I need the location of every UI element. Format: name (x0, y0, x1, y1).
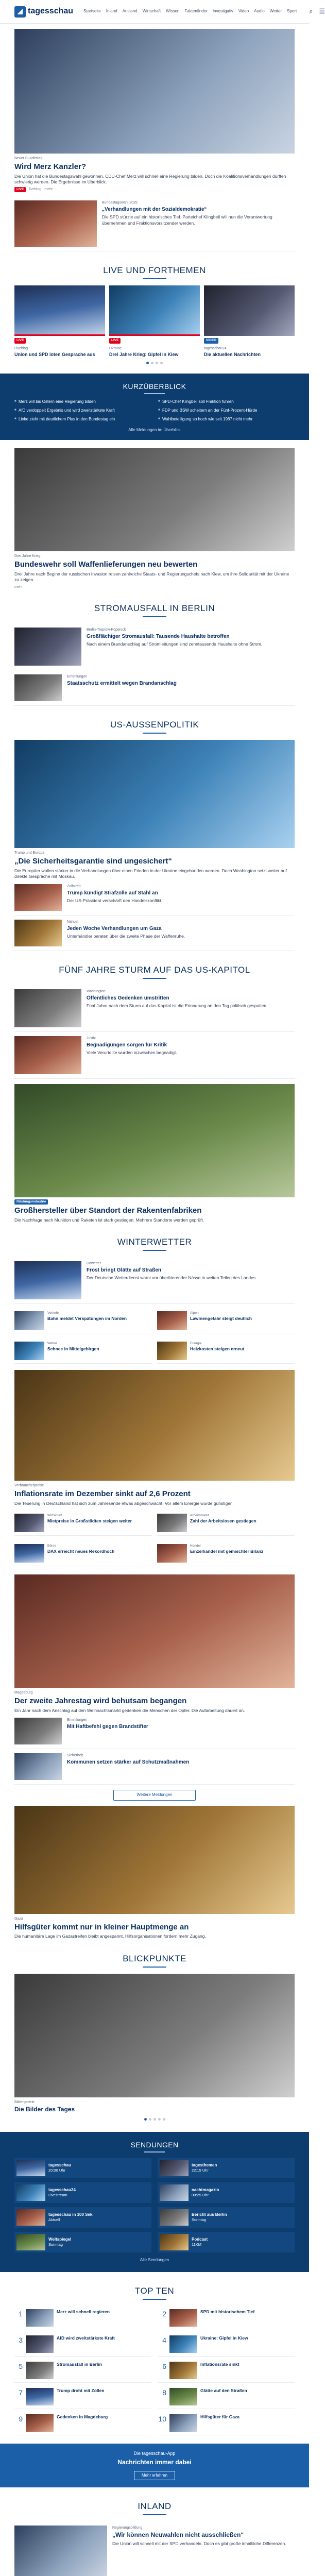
list-item[interactable]: Zollstreit Trump kündigt Strafzölle auf Stahl an Der US-Präsident verschärft den Handelskonflikt. (14, 880, 295, 916)
sendungen-box (0, 2132, 309, 2273)
article-image (14, 740, 295, 848)
show-card[interactable]: tagesthemen 22:15 Uhr (158, 2158, 295, 2178)
list-item[interactable]: Wirtschaft Mietpreise in Großstädten steigen weiter (14, 1511, 152, 1536)
article-image (14, 1806, 295, 1914)
show-card[interactable]: nachtmagazin 00:25 Uhr (158, 2182, 295, 2203)
carousel-card[interactable]: VIDEO tagesschau24 Die aktuellen Nachrichten (204, 285, 295, 358)
lead-headline[interactable]: Wird Merz Kanzler? (14, 162, 87, 172)
list-item[interactable]: 9 Gedenken in Magdeburg (14, 2411, 151, 2435)
article-thumbnail (14, 884, 62, 911)
list-item[interactable]: Energie Heizkosten steigen erneut (157, 1338, 295, 1364)
list-item[interactable]: 4 Ukraine: Gipfel in Kiew (158, 2332, 295, 2357)
section-title-blick: BLICKPUNKTE (14, 1953, 295, 1968)
article-thumbnail (14, 1261, 81, 1299)
nav-item[interactable]: Faktenfinder (184, 9, 208, 14)
list-item[interactable]: Justiz Begnadigungen sorgen für Kritik Viele Verurteilte wurden inzwischen begnadigt. (14, 1032, 295, 1079)
live-carousel (14, 285, 295, 358)
list-item[interactable]: ■ Merz will bis Ostern eine Regierung bilden (14, 399, 151, 405)
lead-teaser: Die Union hat die Bundestagswahl gewonnen, CDU-Chef Merz will schnell eine Regierung bilden. Doch die Koalitionsverhandlungen dürften schwierig werden. Die Ergebnisse im Überblick. (14, 173, 286, 185)
kurzueberblick-box (0, 374, 309, 440)
gaza-article[interactable]: Gaza Hilfsgüter kommt nur in kleiner Hauptmenge an Die humanitäre Lage im Gazastreifen bleibt angespannt. Hilfsorganisationen fordern mehr Zugang. (14, 1806, 295, 1940)
show-card[interactable]: Weltspiegel Sonntag (14, 2232, 151, 2252)
section-title-kapitol: FÜNF JAHRE STURM AUF DAS US-KAPITOL (14, 964, 295, 979)
kurzueberblick-list (14, 399, 295, 422)
nav-item[interactable]: Ausland (122, 9, 138, 14)
lead-image (14, 29, 295, 154)
app-promo: Die tagesschau-App Nachrichten immer dabei Mehr erfahren (0, 2444, 309, 2487)
nav-item[interactable]: Startseite (83, 9, 101, 14)
list-item[interactable]: Alpen Lawinengefahr steigt deutlich (157, 1308, 295, 1333)
list-item[interactable]: Washington Öffentliches Gedenken umstritten Fünf Jahre nach dem Sturm auf das Kapitol ist die Erinnerung an den Tag politisch gespalten. (14, 985, 295, 1032)
list-item[interactable]: 5 Stromausfall in Berlin (14, 2359, 151, 2383)
nav-item[interactable]: Video (238, 9, 249, 14)
list-item[interactable]: 6 Inflationsrate sinkt (158, 2359, 295, 2383)
article-thumbnail (14, 1036, 81, 1074)
list-item[interactable]: ■ AfD verdoppelt Ergebnis und wird zweitstärkste Kraft (14, 408, 151, 414)
mini-grid (14, 1308, 295, 1364)
carousel-card[interactable]: LIVE Liveblog Union und SPD loten Gespräche aus (14, 285, 105, 358)
show-card[interactable]: Podcast 11KM (158, 2232, 295, 2252)
list-item[interactable]: ■ FDP und BSW scheitern an der Fünf-Prozent-Hürde (158, 408, 295, 414)
lead-article[interactable]: Regierungsbildung „Wir können Neuwahlen nicht ausschließen“ Die Union will schnell mit der SPD verhandeln. Doch es gibt große inhaltliche Differenzen. (14, 2521, 295, 2576)
article-thumbnail (14, 1753, 62, 1780)
article-thumbnail (14, 920, 62, 946)
nav-item[interactable]: Audio (254, 9, 265, 14)
kurzueberblick-title: KURZÜBERBLICK (14, 382, 295, 394)
list-item[interactable]: ■ SPD-Chef Klingbeil soll Fraktion führen (158, 399, 295, 405)
sendungen-link[interactable]: Alle Sendungen (140, 2257, 169, 2262)
list-item[interactable]: 10 Hilfsgüter für Gaza (158, 2411, 295, 2435)
lead-article[interactable] (14, 29, 295, 192)
list-item[interactable]: 1 Merz will schnell regieren (14, 2306, 151, 2330)
article-thumbnail (14, 2526, 107, 2576)
list-item[interactable]: 7 Trump droht mit Zöllen (14, 2385, 151, 2409)
site-header (0, 0, 325, 24)
lead-topline: Neuer Bundestag (14, 157, 43, 160)
kurzueberblick-link[interactable]: Alle Meldungen im Überblick (128, 427, 181, 432)
ukraine-article[interactable]: Drei Jahre Krieg Bundeswehr soll Waffenlieferungen neu bewerten Drei Jahre nach Beginn der russischen Invasion reisen zahlreiche Staats- und Regierungschefs nach Kiew, um ihre Solidarität mit der Ukraine zu zeigen. mehr (14, 448, 295, 589)
category-badge: Rüstungsindustrie (14, 1199, 48, 1205)
article-thumbnail (14, 200, 97, 247)
us-lead-article[interactable]: Trump und Europa „Die Sicherheitsgarantie sind ungesichert“ Die Europäer wollen stärker in die Verhandlungen über einen Frieden in der Ukraine eingebunden werden. Doch Washington setzt weiter auf direkte Gespräche mit Moskau. (14, 740, 295, 880)
topten-list (14, 2306, 295, 2435)
section-title-winter: WINTERWETTER (14, 1236, 295, 1251)
card-image (204, 285, 295, 336)
gallery-image (14, 1974, 295, 2097)
more-button[interactable]: Weitere Meldungen (113, 1790, 196, 1800)
promo-button[interactable]: Mehr erfahren (134, 2471, 175, 2480)
logo-text: tagesschau (28, 7, 74, 16)
list-item[interactable]: ■ Linke zieht mit deutlichem Plus in den Bundestag ein (14, 417, 151, 422)
carousel-dots[interactable] (14, 362, 295, 364)
article-thumbnail (14, 989, 81, 1027)
list-item[interactable]: Berlin-Treptow-Köpenick Großflächiger Stromausfall: Tausende Haushalte betroffen Nach einem Brandanschlag auf Stromleitungen sind zehntausende Haushalte ohne Strom. (14, 623, 295, 670)
article-image (14, 448, 295, 551)
list-item[interactable]: Wetter Schnee in Mittelgebirgen (14, 1338, 152, 1364)
sendungen-grid (14, 2158, 295, 2252)
article-thumbnail (14, 628, 81, 666)
nav-item[interactable]: Wissen (166, 9, 180, 14)
list-item[interactable]: 8 Glätte auf den Straßen (158, 2385, 295, 2409)
article-thumbnail (14, 1718, 62, 1744)
section-title-inland: INLAND (14, 2501, 295, 2515)
article-headline[interactable]: „Verhandlungen mit der Sozialdemokratie“ (102, 207, 207, 213)
list-item[interactable]: Unwetter Frost bringt Glätte auf Straßen Der Deutsche Wetterdienst warnt vor überfrierender Nässe in weiten Teilen des Landes. (14, 1257, 295, 1304)
section-title-topten: TOP TEN (14, 2285, 295, 2300)
menu-icon[interactable]: ☰ (319, 7, 325, 15)
list-item[interactable]: 3 AfD wird zweitstärkste Kraft (14, 2332, 151, 2357)
feature-article[interactable]: Verbraucherpreise Inflationsrate im Dezember sinkt auf 2,6 Prozent Die Teuerung in Deutschland hat sich zum Jahresende etwas abgeschwächt. Vor allem Energie wurde günstiger. (14, 1370, 295, 1506)
show-card[interactable]: tagesschau24 Livestream (14, 2182, 151, 2203)
logo[interactable] (14, 6, 73, 18)
lead-sub-article[interactable]: Bundestagswahl 2025 „Verhandlungen mit der Sozialdemokratie“ Die SPD stürzte auf ein historisches Tief. Parteichef Klingbeil will nun die Verantwortung übernehmen und Fraktionsvorsitzender werden. (14, 196, 295, 251)
list-item[interactable]: Arbeitsmarkt Zahl der Arbeitslosen gestiegen (157, 1511, 295, 1536)
logo-icon: ◢ (14, 6, 26, 18)
list-item[interactable]: ■ Wahlbeteiligung so hoch wie seit 1987 nicht mehr (158, 417, 295, 422)
list-item[interactable]: Verkehr Bahn meldet Verspätungen im Norden (14, 1308, 152, 1333)
section-title-live: LIVE UND FORTHEMEN (14, 265, 295, 279)
list-item[interactable]: Sicherheit Kommunen setzen stärker auf Schutzmaßnahmen (14, 1749, 295, 1785)
carousel-card[interactable]: LIVE Ukraine Drei Jahre Krieg: Gipfel in Kiew (109, 285, 200, 358)
live-badge: LIVE (14, 187, 26, 192)
mini-grid (14, 1511, 295, 1566)
show-card[interactable]: tagesschau 20:00 Uhr (14, 2158, 151, 2178)
nav-item[interactable]: Inland (106, 9, 117, 14)
section-title-strom: STROMAUSFALL IN BERLIN (14, 603, 295, 617)
article-image (14, 1370, 295, 1481)
article-image (14, 1084, 295, 1197)
search-icon[interactable]: ⌕ (309, 7, 313, 15)
section-title-us: US-AUSSENPOLITIK (14, 719, 295, 734)
nav-item[interactable]: Wetter (269, 9, 282, 14)
card-image (14, 285, 105, 336)
list-item[interactable]: Ermittlungen Mit Haftbefehl gegen Brandstifter (14, 1714, 295, 1749)
nav-item[interactable]: Investigativ (212, 9, 233, 14)
show-card[interactable]: tagesschau in 100 Sek. Aktuell (14, 2207, 151, 2228)
list-item[interactable]: Handel Einzelhandel mit gemischter Bilanz (157, 1541, 295, 1566)
carousel-dots[interactable] (14, 2118, 295, 2121)
magdeburg-article[interactable]: Magdeburg Der zweite Jahrestag wird behutsam begangen Ein Jahr nach dem Anschlag auf den Weihnachtsmarkt gedenken die Menschen der Opfer. Die Aufarbeitung dauert an. (14, 1574, 295, 1714)
sendungen-title: SENDUNGEN (14, 2140, 295, 2153)
list-item[interactable]: Nahost Jeden Woche Verhandlungen um Gaza Unterhändler beraten über die zweite Phase der Waffenruhe. (14, 916, 295, 951)
list-item[interactable]: Börse DAX erreicht neues Rekordhoch (14, 1541, 152, 1566)
article-thumbnail (14, 674, 62, 701)
main-nav (83, 9, 297, 14)
list-item[interactable]: 2 SPD mit historischem Tief (158, 2306, 295, 2330)
show-card[interactable]: Bericht aus Berlin Sonntag (158, 2207, 295, 2228)
feature-article[interactable]: Rüstungsindustrie Großhersteller über Standort der Rakentenfabriken Die Nachfrage nach Munition und Raketen ist stark gestiegen. Mehrere Standorte werden geprüft. (14, 1084, 295, 1223)
nav-item[interactable]: Sport (287, 9, 297, 14)
lead-meta: LIVE liveblog · mehr (14, 187, 295, 192)
gallery-article[interactable]: Bildergalerie Die Bilder des Tages (14, 1974, 295, 2114)
article-image (14, 1574, 295, 1688)
list-item[interactable]: Ermittlungen Staatsschutz ermittelt wegen Brandanschlag (14, 670, 295, 706)
nav-item[interactable]: Wirtschaft (142, 9, 161, 14)
card-image (109, 285, 200, 336)
